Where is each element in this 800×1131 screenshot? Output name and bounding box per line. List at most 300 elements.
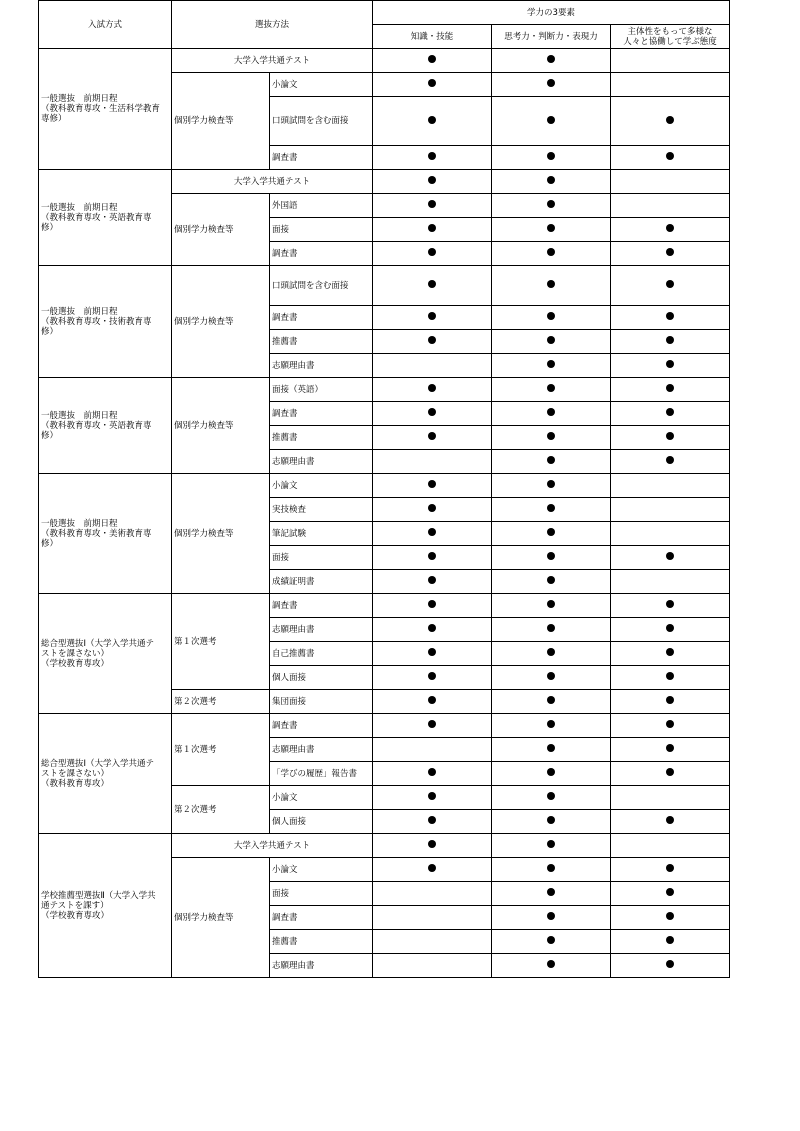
selection-item-cell: 志願理由書 [270,450,373,474]
selection-item-cell: 推薦書 [270,426,373,450]
bullet-mark [547,888,555,896]
element-cell-t [492,618,611,642]
selection-subgroup-cell: 第１次選考 [172,594,270,690]
element-cell-t [492,402,611,426]
admission-method-line: 修） [41,222,59,233]
bullet-mark [666,624,674,632]
bullet-mark [547,55,555,63]
admission-method-line: 修） [41,430,59,441]
element-cell-a [611,218,730,242]
admission-method-line: （教科教育専攻） [41,778,110,789]
selection-item-cell: 志願理由書 [270,738,373,762]
element-cell-k [373,762,492,786]
bullet-mark [428,312,436,320]
header-thinking: 思考力・判断力・表現力 [492,25,611,49]
bullet-mark [428,224,436,232]
bullet-mark [428,648,436,656]
bullet-mark [428,768,436,776]
element-cell-k [373,786,492,810]
element-cell-k [373,690,492,714]
selection-item-cell: 自己推薦書 [270,642,373,666]
element-cell-t [492,546,611,570]
element-cell-k [373,858,492,882]
bullet-mark [547,840,555,848]
selection-item-cell: 小論文 [270,474,373,498]
admission-method-line: ストを課さない） [41,648,110,659]
admission-method-line: （教科教育専攻・英語教育専 [41,420,152,431]
admission-method-cell [39,378,172,474]
selection-criteria-table [38,0,730,978]
selection-item-cell: 集団面接 [270,690,373,714]
element-cell-t [492,570,611,594]
element-cell-t [492,194,611,218]
bullet-mark [547,280,555,288]
element-cell-k [373,906,492,930]
bullet-mark [428,408,436,416]
element-cell-t [492,498,611,522]
element-cell-t [492,354,611,378]
element-cell-t [492,930,611,954]
bullet-mark [428,600,436,608]
element-cell-t [492,49,611,73]
element-cell-a [611,954,730,978]
bullet-mark [547,116,555,124]
bullet-mark [666,336,674,344]
selection-subgroup-cell: 個別学力検査等 [172,474,270,594]
bullet-mark [547,648,555,656]
element-cell-t [492,266,611,306]
bullet-mark [547,432,555,440]
bullet-mark [428,280,436,288]
bullet-mark [428,152,436,160]
bullet-mark [547,912,555,920]
element-cell-t [492,218,611,242]
bullet-mark [547,248,555,256]
element-cell-a [611,170,730,194]
element-cell-t [492,97,611,146]
header-three-elements: 学力の3要素 [373,1,730,25]
bullet-mark [547,624,555,632]
selection-item-cell: 面接（英語） [270,378,373,402]
element-cell-a [611,570,730,594]
selection-item-cell: 志願理由書 [270,354,373,378]
admission-method-line: 一般選抜 前期日程 [41,410,118,421]
selection-item-cell: 調査書 [270,242,373,266]
selection-item-cell: 志願理由書 [270,618,373,642]
bullet-mark [428,528,436,536]
table-row [39,49,730,73]
element-cell-a [611,194,730,218]
element-cell-a [611,266,730,306]
element-cell-k [373,642,492,666]
bullet-mark [666,744,674,752]
bullet-mark [666,720,674,728]
bullet-mark [666,384,674,392]
table-row [39,378,730,402]
selection-item-cell: 面接 [270,218,373,242]
element-cell-t [492,834,611,858]
element-cell-t [492,73,611,97]
element-cell-t [492,810,611,834]
selection-item-cell: 成績証明書 [270,570,373,594]
table-row [39,170,730,194]
element-cell-k [373,330,492,354]
bullet-mark [547,696,555,704]
selection-item-cell: 筆記試験 [270,522,373,546]
selection-item-cell: 調査書 [270,146,373,170]
element-cell-t [492,474,611,498]
element-cell-k [373,450,492,474]
table-row [39,474,730,498]
admission-method-line: （学校教育専攻） [41,910,110,921]
admission-method-cell [39,49,172,170]
selection-item-cell: 小論文 [270,786,373,810]
selection-method-cell: 大学入学共通テスト [172,49,373,73]
bullet-mark [666,672,674,680]
element-cell-t [492,954,611,978]
element-cell-t [492,666,611,690]
element-cell-a [611,810,730,834]
bullet-mark [666,648,674,656]
bullet-mark [666,864,674,872]
element-cell-k [373,930,492,954]
table-row [39,594,730,618]
bullet-mark [666,360,674,368]
element-cell-k [373,146,492,170]
bullet-mark [547,576,555,584]
table-row [39,714,730,738]
element-cell-a [611,642,730,666]
bullet-mark [547,768,555,776]
element-cell-a [611,474,730,498]
element-cell-k [373,378,492,402]
bullet-mark [428,384,436,392]
element-cell-a [611,906,730,930]
selection-item-cell: 面接 [270,882,373,906]
bullet-mark [547,360,555,368]
element-cell-t [492,906,611,930]
element-cell-k [373,522,492,546]
bullet-mark [428,79,436,87]
bullet-mark [547,312,555,320]
bullet-mark [547,720,555,728]
bullet-mark [547,672,555,680]
element-cell-t [492,378,611,402]
selection-item-cell: 調査書 [270,906,373,930]
element-cell-t [492,522,611,546]
element-cell-a [611,618,730,642]
admission-method-cell [39,170,172,266]
bullet-mark [547,864,555,872]
bullet-mark [547,480,555,488]
element-cell-t [492,170,611,194]
element-cell-a [611,450,730,474]
header-attitude-line1: 主体性をもって多様な [627,26,713,37]
element-cell-k [373,218,492,242]
bullet-mark [428,624,436,632]
admission-method-line: （教科教育専攻・美術教育専 [41,528,152,539]
element-cell-k [373,498,492,522]
admission-method-cell [39,714,172,834]
element-cell-t [492,594,611,618]
bullet-mark [666,816,674,824]
admission-method-line: （教科教育専攻・技術教育専 [41,316,152,327]
bullet-mark [547,792,555,800]
bullet-mark [428,176,436,184]
selection-item-cell: 推薦書 [270,930,373,954]
bullet-mark [666,432,674,440]
element-cell-a [611,498,730,522]
element-cell-t [492,786,611,810]
selection-subgroup-cell: 個別学力検査等 [172,73,270,170]
bullet-mark [666,152,674,160]
element-cell-a [611,786,730,810]
bullet-mark [666,768,674,776]
selection-item-cell: 「学びの履歴」報告書 [270,762,373,786]
selection-item-cell: 面接 [270,546,373,570]
bullet-mark [547,504,555,512]
element-cell-a [611,882,730,906]
admission-method-line: 学校推薦型選抜Ⅱ（大学入学共 [41,890,156,901]
table-row [39,834,730,858]
element-cell-a [611,522,730,546]
element-cell-a [611,306,730,330]
element-cell-k [373,402,492,426]
element-cell-k [373,810,492,834]
bullet-mark [428,116,436,124]
element-cell-k [373,354,492,378]
element-cell-k [373,474,492,498]
header-row-1 [39,1,730,25]
bullet-mark [666,888,674,896]
selection-item-cell: 個人面接 [270,810,373,834]
bullet-mark [547,744,555,752]
element-cell-a [611,930,730,954]
bullet-mark [547,79,555,87]
admission-method-line: （学校教育専攻） [41,658,110,669]
bullet-mark [428,504,436,512]
selection-subgroup-cell: 個別学力検査等 [172,858,270,978]
selection-item-cell: 調査書 [270,714,373,738]
element-cell-a [611,97,730,146]
bullet-mark [666,248,674,256]
bullet-mark [666,552,674,560]
selection-subgroup-cell: 第１次選考 [172,714,270,786]
bullet-mark [666,280,674,288]
admission-method-line: 専修） [41,114,67,124]
element-cell-k [373,170,492,194]
admission-method-cell [39,266,172,378]
element-cell-k [373,426,492,450]
header-attitude [611,25,730,49]
element-cell-k [373,834,492,858]
bullet-mark [428,840,436,848]
element-cell-a [611,146,730,170]
selection-item-cell: 志願理由書 [270,954,373,978]
bullet-mark [547,408,555,416]
element-cell-a [611,73,730,97]
element-cell-t [492,642,611,666]
element-cell-a [611,426,730,450]
bullet-mark [547,528,555,536]
element-cell-a [611,354,730,378]
header-admission-method: 入試方式 [39,1,172,49]
admission-method-cell [39,834,172,978]
header-selection-method: 選抜方法 [172,1,373,49]
element-cell-a [611,834,730,858]
table-row [39,266,730,306]
element-cell-a [611,594,730,618]
bullet-mark [428,552,436,560]
selection-item-cell: 外国語 [270,194,373,218]
element-cell-t [492,450,611,474]
admission-method-line: 一般選抜 前期日程 [41,306,118,317]
header-knowledge: 知識・技能 [373,25,492,49]
element-cell-a [611,402,730,426]
admission-method-cell [39,594,172,714]
element-cell-k [373,618,492,642]
admission-method-line: ストを課さない） [41,768,110,779]
element-cell-a [611,546,730,570]
element-cell-k [373,266,492,306]
element-cell-t [492,242,611,266]
selection-method-cell: 大学入学共通テスト [172,834,373,858]
selection-subgroup-cell: 第２次選考 [172,786,270,834]
element-cell-a [611,690,730,714]
element-cell-t [492,330,611,354]
bullet-mark [547,552,555,560]
bullet-mark [547,200,555,208]
admission-method-cell [39,474,172,594]
element-cell-k [373,882,492,906]
bullet-mark [547,960,555,968]
bullet-mark [428,336,436,344]
element-cell-k [373,546,492,570]
element-cell-k [373,570,492,594]
element-cell-k [373,954,492,978]
bullet-mark [547,600,555,608]
bullet-mark [428,816,436,824]
bullet-mark [666,696,674,704]
element-cell-t [492,306,611,330]
admission-method-line: 通テストを課す） [41,900,109,911]
bullet-mark [428,248,436,256]
element-cell-a [611,714,730,738]
bullet-mark [666,456,674,464]
bullet-mark [547,176,555,184]
header-attitude-line2: 人々と協働して学ぶ態度 [623,36,717,47]
element-cell-a [611,242,730,266]
bullet-mark [666,936,674,944]
bullet-mark [666,600,674,608]
bullet-mark [547,384,555,392]
table-body [39,1,730,978]
element-cell-a [611,666,730,690]
selection-item-cell: 小論文 [270,73,373,97]
selection-method-cell: 大学入学共通テスト [172,170,373,194]
element-cell-t [492,882,611,906]
bullet-mark [547,816,555,824]
element-cell-t [492,690,611,714]
bullet-mark [666,912,674,920]
bullet-mark [428,432,436,440]
element-cell-a [611,762,730,786]
admission-method-line: （教科教育専攻・生活科学教育 [41,104,161,114]
bullet-mark [428,696,436,704]
bullet-mark [428,720,436,728]
admission-method-line: 一般選抜 前期日程 [41,518,118,529]
selection-subgroup-cell: 個別学力検査等 [172,194,270,266]
element-cell-a [611,330,730,354]
selection-subgroup-cell: 個別学力検査等 [172,378,270,474]
admission-method-line: 一般選抜 前期日程 [41,94,118,104]
element-cell-k [373,194,492,218]
admission-method-line: 修） [41,538,59,549]
element-cell-t [492,426,611,450]
admission-method-line: 総合型選抜Ⅰ（大学入学共通テ [41,758,155,769]
element-cell-k [373,714,492,738]
admission-method-line: （教科教育専攻・英語教育専 [41,212,152,223]
element-cell-k [373,97,492,146]
selection-subgroup-cell: 個別学力検査等 [172,266,270,378]
bullet-mark [547,224,555,232]
element-cell-k [373,73,492,97]
element-cell-k [373,49,492,73]
selection-item-cell: 調査書 [270,594,373,618]
bullet-mark [547,936,555,944]
selection-item-cell: 調査書 [270,402,373,426]
element-cell-t [492,146,611,170]
bullet-mark [428,792,436,800]
bullet-mark [547,152,555,160]
element-cell-t [492,762,611,786]
element-cell-t [492,738,611,762]
element-cell-t [492,858,611,882]
bullet-mark [547,336,555,344]
element-cell-a [611,738,730,762]
bullet-mark [428,55,436,63]
element-cell-k [373,242,492,266]
bullet-mark [666,312,674,320]
admission-method-line: 修） [41,326,59,337]
selection-item-cell: 小論文 [270,858,373,882]
selection-item-cell: 個人面接 [270,666,373,690]
bullet-mark [547,456,555,464]
selection-subgroup-cell: 第２次選考 [172,690,270,714]
bullet-mark [666,408,674,416]
selection-item-cell: 口頭試問を含む面接 [270,266,373,306]
bullet-mark [666,224,674,232]
admission-method-line: 総合型選抜Ⅰ（大学入学共通テ [41,638,155,649]
element-cell-k [373,306,492,330]
admission-method-line: 一般選抜 前期日程 [41,202,118,213]
bullet-mark [428,672,436,680]
bullet-mark [428,480,436,488]
selection-item-cell: 実技検査 [270,498,373,522]
element-cell-k [373,666,492,690]
bullet-mark [428,200,436,208]
selection-item-cell: 推薦書 [270,330,373,354]
bullet-mark [428,864,436,872]
element-cell-a [611,49,730,73]
element-cell-k [373,594,492,618]
bullet-mark [666,116,674,124]
element-cell-a [611,378,730,402]
bullet-mark [428,576,436,584]
element-cell-t [492,714,611,738]
bullet-mark [666,960,674,968]
element-cell-k [373,738,492,762]
